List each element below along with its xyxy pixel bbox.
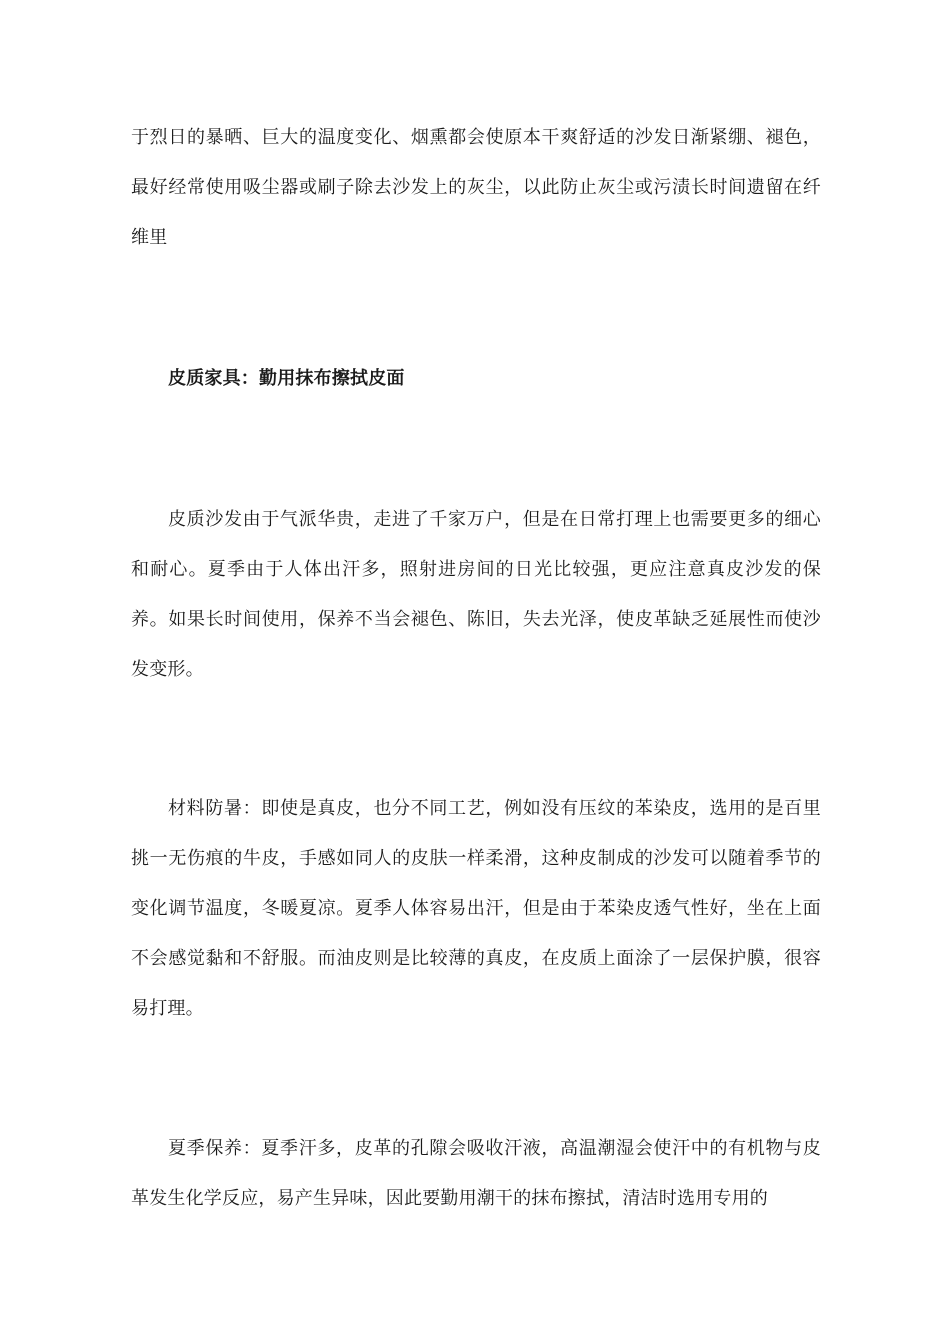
section-heading: 皮质家具：勤用抹布擦拭皮面 bbox=[168, 368, 405, 389]
intro-paragraph: 于烈日的暴晒、巨大的温度变化、烟熏都会使原本干爽舒适的沙发日渐紧绷、褪色，最好经常使用吸尘器或刷子除去沙发上的灰尘，以此防止灰尘或污渍长时间遗留在纤维里 bbox=[131, 127, 821, 248]
summer-care-paragraph: 夏季保养：夏季汗多，皮革的孔隙会吸收汗液，高温潮湿会使汗中的有机物与皮革发生化学反应，易产生异味，因此要勤用潮干的抹布擦拭，清洁时选用专用的 bbox=[131, 1138, 821, 1209]
leather-sofa-paragraph: 皮质沙发由于气派华贵，走进了千家万户，但是在日常打理上也需要更多的细心和耐心。夏季由于人体出汗多，照射进房间的日光比较强，更应注意真皮沙发的保养。如果长时间使用，保养不当会褪色、陈旧，失去光泽，使皮革缺乏延展性而使沙发变形。 bbox=[131, 509, 821, 680]
material-paragraph: 材料防暑：即使是真皮，也分不同工艺，例如没有压纹的苯染皮，选用的是百里挑一无伤痕的牛皮，手感如同人的皮肤一样柔滑，这种皮制成的沙发可以随着季节的变化调节温度，冬暖夏凉。夏季人体容易出汗，但是由于苯染皮透气性好，坐在上面不会感觉黏和不舒服。而油皮则是比较薄的真皮，在皮质上面涂了一层保护膜，很容易打理。 bbox=[131, 798, 821, 1019]
